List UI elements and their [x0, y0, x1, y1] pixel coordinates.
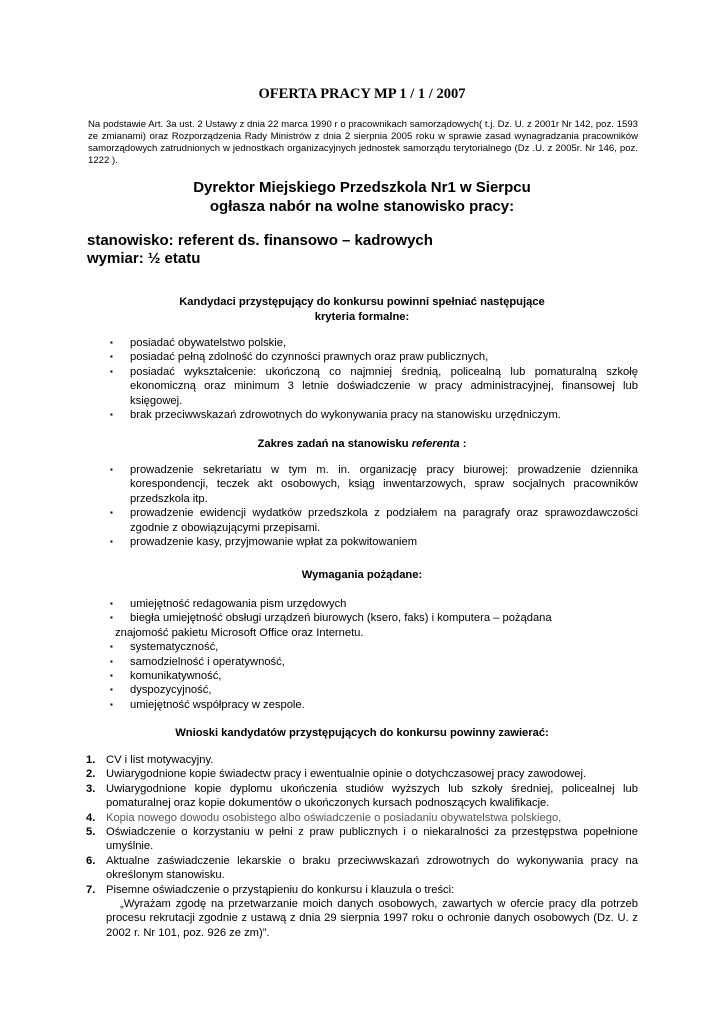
requirements-list: [110, 597, 638, 712]
bullet-icon: ▪: [110, 366, 113, 376]
bullet-icon: ▪: [110, 613, 113, 623]
announcement-heading-line1: Dyrektor Miejskiego Przedszkola Nr1 w Sierpcu: [193, 179, 531, 196]
bullet-icon: ▪: [110, 508, 113, 518]
bullet-icon: ▪: [110, 537, 113, 547]
formal-criteria-title: [0, 295, 724, 325]
item-number: 6.: [86, 854, 96, 867]
list-item: 7. Pisemne oświadczenie o przystąpieniu do konkursu i klauzula o treści: „Wyrażam zgodę na przetwarzanie moich danych osobowych, zawartych w ofercie pracy dla potrzeb procesu rekrutacji zgodnie z ustawą z dnia 29 sierpnia 1997 roku o ochronie danych osobowych (Dz. U. z 2002 r. Nr 101, poz. 926 ze zm)”.: [86, 883, 638, 939]
bullet-icon: ▪: [110, 685, 113, 695]
list-item: ▪ posiadać obywatelstwo polskie,: [110, 337, 287, 349]
offer-title: OFERTA PRACY MP 1 / 1 / 2007: [258, 86, 466, 102]
bullet-icon: ▪: [110, 599, 113, 608]
item-number: 4.: [86, 811, 96, 824]
bullet-icon: ▪: [110, 352, 113, 362]
list-item: ▪ brak przeciwwskazań zdrowotnych do wykonywania pracy na stanowisku urzędniczym.: [110, 409, 561, 422]
item-number: 3.: [86, 782, 96, 795]
list-item: 1. CV i list motywacyjny.: [86, 754, 214, 766]
list-item: 4. Kopia nowego dowodu osobistego albo oświadczenie o posiadaniu obywatelstwa polskiego,: [86, 811, 562, 824]
list-item: ▪ posiadać wykształcenie: ukończoną co najmniej średnią, policealną lub pomaturalną szkołę ekonomiczną oraz minimum 3 letnie doświadczenie w pracy administracyjnej, finansowej lub księgowej.: [110, 365, 638, 407]
requirements-continuation: znajomość pakietu Microsoft Office oraz Internetu.: [115, 626, 364, 639]
item-number: 2.: [86, 768, 96, 781]
list-item: ▪ samodzielność i operatywność,: [110, 655, 285, 668]
workload-line: wymiar: ½ etatu: [87, 250, 201, 267]
bullet-icon: ▪: [110, 699, 113, 709]
formal-criteria-title-line1: Kandydaci przystępujący do konkursu powinni spełniać następujące: [179, 296, 545, 308]
legal-basis-paragraph: Na podstawie Art. 3a ust. 2 Ustawy z dnia 22 marca 1990 r o pracownikach samorządowych( t.j. Dz. U. z 2001r Nr 142, poz. 1593 ze zmianami) oraz Rozporządzenia Rady Ministrów z dnia 2 sierpnia 2005 roku w sprawie zasad wynagradzania pracowników samorządowych zatrudnionych w jednostkach organizacyjnych jednostek samorządu terytorialnego (Dz .U. z 2005r. Nr 146, poz. 1222 ).: [88, 119, 638, 166]
list-item: 6. Aktualne zaświadczenie lekarskie o braku przeciwwskazań zdrowotnych do wykonywania pracy na określonym stanowisku.: [86, 854, 638, 882]
list-item: ▪ posiadać pełną zdolność do czynności prawnych oraz praw publicznych,: [110, 351, 489, 364]
list-item: ▪ umiejętność redagowania pism urzędowych: [110, 598, 347, 610]
tasks-list: [110, 463, 638, 549]
list-item: ▪ dyspozycyjność,: [110, 684, 212, 697]
list-item: ▪ prowadzenie ewidencji wydatków przedszkola z podziałem na paragrafy oraz sprawozdawczości zgodnie z obowiązującymi przepisami.: [110, 507, 638, 534]
list-item: ▪ biegła umiejętność obsługi urządzeń biurowych (ksero, faks) i komputera – pożądana znajomość pakietu Microsoft Office oraz Internetu.: [110, 612, 552, 639]
list-item: ▪ umiejętność współpracy w zespole.: [110, 698, 305, 711]
applications-title: Wnioski kandydatów przystępujących do konkursu powinny zawierać:: [175, 727, 549, 739]
requirements-title: Wymagania pożądane:: [301, 569, 423, 581]
bullet-icon: ▪: [110, 410, 113, 420]
applications-list: [86, 753, 638, 940]
bullet-icon: ▪: [110, 465, 113, 474]
list-item: ▪ systematyczność,: [110, 641, 219, 654]
consent-clause: „Wyrażam zgodę na przetwarzanie moich danych osobowych, zawartych w ofercie pracy dla potrzeb procesu rekrutacji zgodnie z ustawą z dnia 29 sierpnia 1997 roku o ochronie danych osobowych (Dz. U. z 2002 r. Nr 101, poz. 926 ze zm)”.: [106, 898, 638, 939]
list-item: ▪ prowadzenie kasy, przyjmowanie wpłat za pokwitowaniem: [110, 536, 418, 549]
bullet-icon: ▪: [110, 671, 113, 681]
bullet-icon: ▪: [110, 338, 113, 347]
formal-criteria-title-line2: kryteria formalne:: [314, 311, 410, 323]
list-item: 5. Oświadczenie o korzystaniu w pełni z praw publicznych i o niekaralności za przestępstwa popełnione umyślnie.: [86, 826, 638, 853]
tasks-title: Zakres zadań na stanowisku referenta :: [257, 438, 467, 450]
announcement-heading-line2: ogłasza nabór na wolne stanowisko pracy:: [209, 198, 515, 215]
announcement-heading: [0, 178, 724, 216]
item-number: 1.: [86, 754, 96, 766]
item-number: 7.: [86, 883, 96, 896]
list-item: ▪ komunikatywność,: [110, 670, 222, 683]
bullet-icon: ▪: [110, 642, 113, 652]
formal-criteria-list: [110, 336, 638, 422]
bullet-icon: ▪: [110, 656, 113, 666]
list-item: 3. Uwiarygodnione kopie dyplomu ukończenia studiów wyższych lub szkoły średniej, policealnej lub pomaturalnej oraz kopie dokumentów o ukończonych kursach podnoszących kwalifikacje.: [86, 782, 638, 810]
item-number: 5.: [86, 826, 96, 839]
position-line: stanowisko: referent ds. finansowo – kadrowych: [87, 232, 433, 249]
list-item: ▪ prowadzenie sekretariatu w tym m. in. organizację pracy biurowej: prowadzenie dziennika korespondencji, teczek akt osobowych, ksiąg inwentarzowych, spraw socjalnych pracowników przedszkola itp.: [110, 464, 638, 505]
list-item: 2. Uwiarygodnione kopie świadectw pracy i ewentualnie opinie o dotychczasowej pracy zawodowej.: [86, 768, 587, 781]
